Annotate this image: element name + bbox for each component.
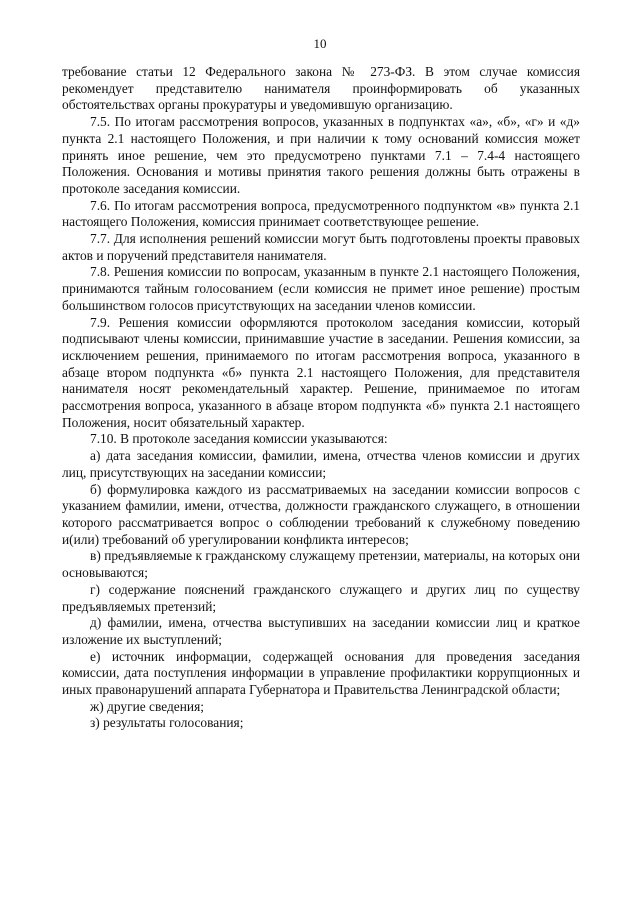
list-item-zh: ж) другие сведения; <box>90 698 204 714</box>
list-item-g: г) содержание пояснений гражданского служащего и других лиц по существу предъявляемых претензий; <box>62 581 580 614</box>
list-item-a: а) дата заседания комиссии, фамилии, имена, отчества членов комиссии и других лиц, присутствующих на заседании комиссии; <box>62 448 580 480</box>
list-item-d: д) фамилии, имена, отчества выступивших на заседании комиссии лиц и краткое изложение их выступлений; <box>62 615 580 647</box>
paragraph-7-10: 7.10. В протоколе заседания комиссии указываются: <box>90 431 388 447</box>
paragraph-7-8: 7.8. Решения комиссии по вопросам, указанным в пункте 2.1 настоящего Положения, принимаются тайным голосованием (если комиссия не примет иное решение) простым большинством голосов присутствующих на заседании членов комиссии. <box>62 264 580 313</box>
list-item-z: з) результаты голосования; <box>90 715 244 731</box>
document-body <box>62 64 580 732</box>
list-item-v: в) предъявляемые к гражданскому служащему претензии, материалы, на которых они основываются; <box>62 548 580 581</box>
list-item-b: б) формулировка каждого из рассматриваемых на заседании комиссии вопросов с указанием фамилии, имени, отчества, должности гражданского служащего, в отношении которого рассматривается вопрос о соблюдении требований к служебному поведению и(или) требований об урегулировании конфликта интересов; <box>62 481 580 547</box>
paragraph-continuation: требование статьи 12 Федерального закона № 273-ФЗ. В этом случае комиссия рекомендует представителю нанимателя проинформировать об указанных обстоятельствах органы прокуратуры и уведомившую организацию. <box>62 64 580 113</box>
paragraph-7-6: 7.6. По итогам рассмотрения вопроса, предусмотренного подпунктом «в» пункта 2.1 настоящего Положения, комиссия принимает соответствующее решение. <box>62 197 580 230</box>
paragraph-7-9: 7.9. Решения комиссии оформляются протоколом заседания комиссии, который подписывают члены комиссии, принимавшие участие в заседании. Решения комиссии, за исключением решения, принимаемого по итогам рассмотрения вопроса, указанного в абзаце втором подпункта «б» пункта 2.1 настоящего Положения, для представителя нанимателя носят рекомендательный характер. Решение, принимаемое по итогам рассмотрения вопроса, указанного в абзаце втором подпункта «б» пункта 2.1 настоящего Положения, носит обязательный характер. <box>62 314 580 430</box>
page-number: 10 <box>313 36 327 51</box>
list-item-e: е) источник информации, содержащей основания для проведения заседания комиссии, дата поступления информации в управление профилактики коррупционных и иных правонарушений аппарата Губернатора и Правительства Ленинградской области; <box>62 648 580 698</box>
paragraph-7-7: 7.7. Для исполнения решений комиссии могут быть подготовлены проекты правовых актов и поручений представителя нанимателя. <box>62 231 580 263</box>
paragraph-7-5: 7.5. По итогам рассмотрения вопросов, указанных в подпунктах «а», «б», «г» и «д» пункта 2.1 настоящего Положения, и при наличии к тому оснований комиссия может принять иное решение, чем это предусмотрено пунктами 7.1 – 7.4-4 настоящего Положения. Основания и мотивы принятия такого решения должны быть отражены в протоколе заседания комиссии. <box>62 114 580 196</box>
